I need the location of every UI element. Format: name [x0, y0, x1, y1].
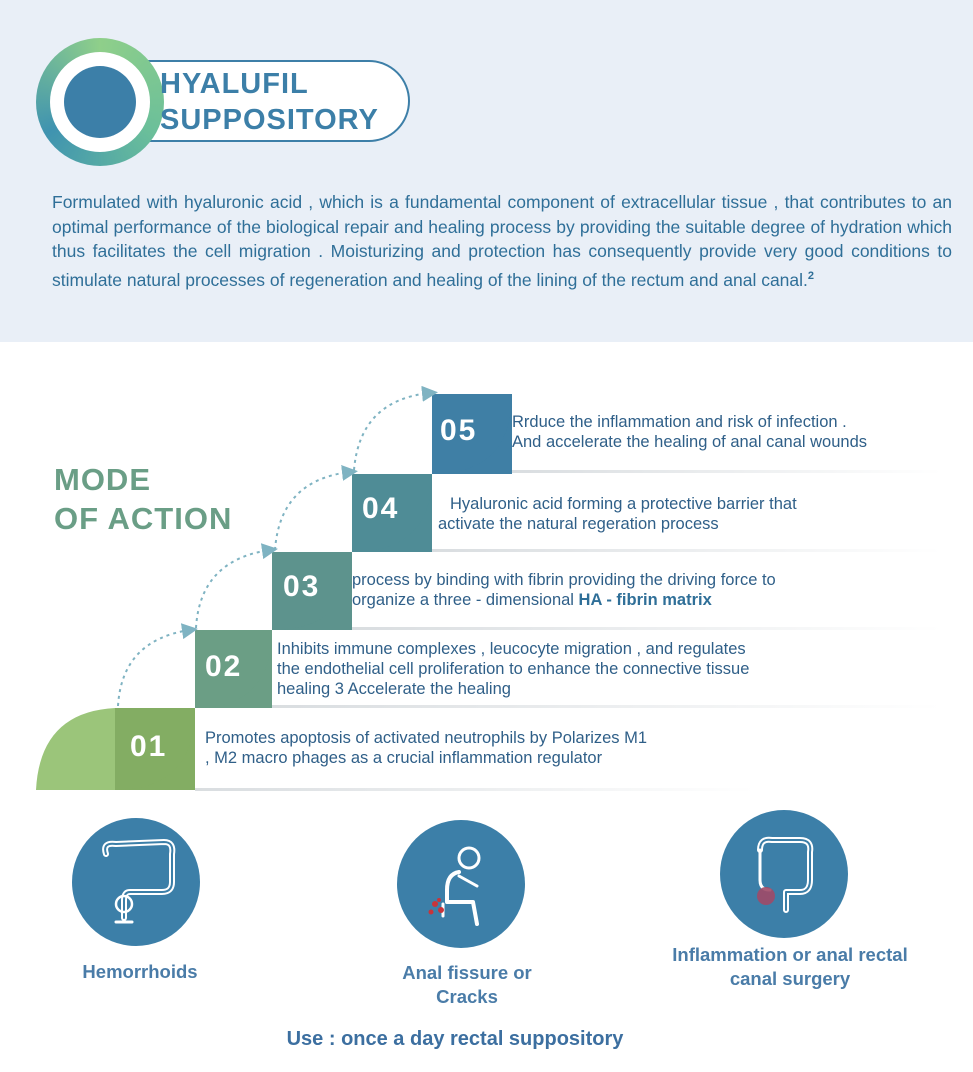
step-01-line-2: , M2 macro phages as a crucial inflammation regulator: [205, 749, 603, 767]
fissure-circle: [397, 820, 525, 948]
step-03-line-2-text: organize a three - dimensional: [352, 591, 579, 609]
colon-inflammation-icon: [720, 810, 848, 938]
mode-line-2: OF ACTION: [54, 501, 233, 536]
step-05-line-1: Rrduce the inflammation and risk of infection .: [512, 413, 847, 431]
step-03-line-2: [352, 590, 942, 610]
step-03-text: [352, 570, 942, 610]
step-04-line-2: activate the natural regeration process: [438, 515, 719, 533]
step-04-text: [438, 494, 908, 534]
step-02-line-2: the endothelial cell proliferation to enhance the connective tissue: [277, 660, 750, 678]
hemorrhoids-label-text: Hemorrhoids: [82, 961, 198, 982]
step-03-number: 03: [283, 570, 321, 603]
step-05-text: [512, 412, 952, 452]
sitting-person-icon: [397, 820, 525, 948]
step-01-leaf: [36, 708, 115, 790]
surgery-label-line-1: Inflammation or anal rectal: [672, 944, 908, 965]
step-02-text: [277, 639, 877, 699]
step-02-number: 02: [205, 650, 243, 683]
hemorrhoids-label: [50, 960, 230, 984]
surgery-label-line-2: canal surgery: [729, 968, 851, 989]
step-01-line-1: Promotes apoptosis of activated neutrophils by Polarizes M1: [205, 729, 648, 747]
surgery-circle: [720, 810, 848, 938]
step-02-line-1: Inhibits immune complexes , leucocyte migration , and regulates: [277, 640, 746, 658]
step-04-shadow: [432, 549, 942, 552]
step-02-line-3: healing 3 Accelerate the healing: [277, 680, 511, 698]
step-03-line-1: process by binding with fibrin providing the driving force to: [352, 571, 776, 589]
step-02-shadow: [272, 705, 942, 708]
mode-line-1: MODE: [54, 462, 151, 497]
step-03-shadow: [352, 627, 942, 630]
fissure-label-line-2: Cracks: [436, 986, 498, 1007]
hemorrhoids-circle: [72, 818, 200, 946]
arrow-02-03: [196, 550, 270, 628]
step-05-line-2: And accelerate the healing of anal canal wounds: [512, 433, 867, 451]
usage-instructions: Use : once a day rectal suppository: [286, 1028, 624, 1050]
surgery-label: [640, 943, 940, 991]
intro-text: Formulated with hyaluronic acid , which is a fundamental component of extracellular tissue , that contributes to an optimal performance of the biological repair and healing process by providing the suitable degree of hydration which thus facilitates the cell migration . Moisturizing and protection has consequently provide very good conditions to stimulate natural processes of regeneration and healing of the lining of the rectum and anal canal.: [52, 192, 952, 290]
step-01-text: [205, 728, 765, 768]
step-05-shadow: [512, 470, 942, 473]
arrow-03-04: [275, 472, 350, 550]
intro-reference: 2: [807, 269, 815, 282]
arrow-04-05: [354, 393, 430, 470]
step-04-line-1: Hyaluronic acid forming a protective barrier that: [450, 495, 797, 513]
step-01-shadow: [195, 788, 755, 791]
intestine-icon: [72, 818, 200, 946]
title-line-2: SUPPOSITORY: [160, 104, 379, 136]
fissure-label-line-1: Anal fissure or: [402, 962, 532, 983]
step-05-number: 05: [440, 414, 478, 447]
arrow-01-02: [118, 630, 190, 706]
step-04-number: 04: [362, 492, 400, 525]
fissure-label: [362, 961, 572, 1009]
step-03-line-2-bold: HA - fibrin matrix: [578, 591, 712, 609]
title-line-1: HYALUFIL: [160, 68, 309, 100]
step-01-number: 01: [130, 730, 168, 763]
